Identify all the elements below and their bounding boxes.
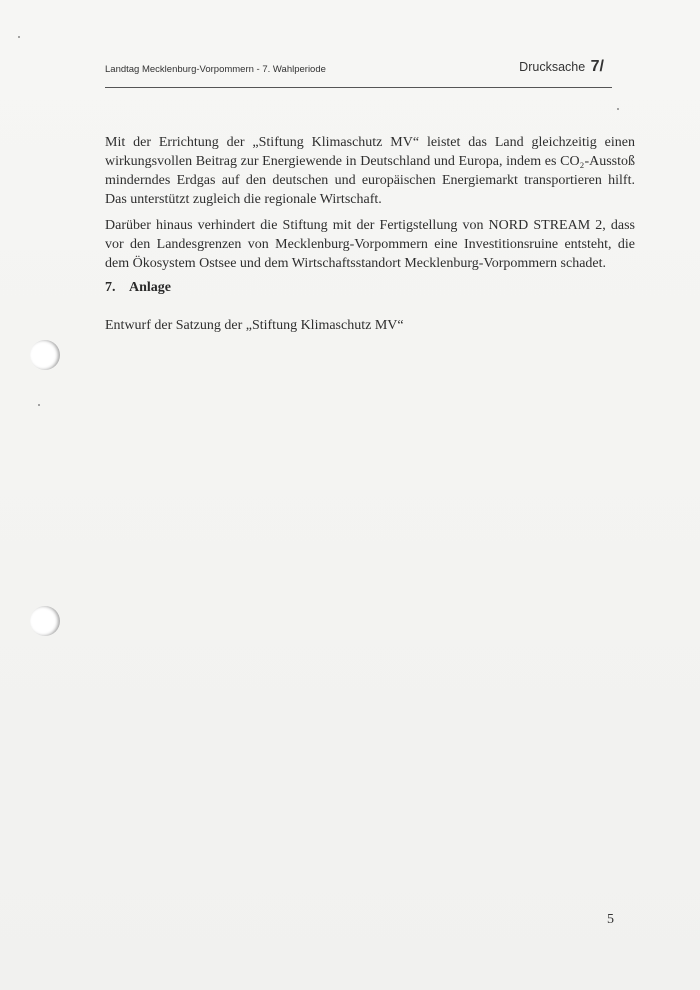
header-parliament-text: Landtag Mecklenburg-Vorpommern - 7. Wahlperiode xyxy=(105,64,326,75)
page-number: 5 xyxy=(607,912,614,927)
header-document-label xyxy=(519,58,604,76)
punch-hole-bottom xyxy=(30,606,60,636)
header-divider xyxy=(105,87,612,88)
scan-speck xyxy=(38,404,40,406)
header-drucksache-number: 7/ xyxy=(590,58,604,75)
header-drucksache-label: Drucksache xyxy=(519,60,586,74)
scan-speck xyxy=(617,108,619,110)
section-heading xyxy=(105,280,171,296)
scan-speck xyxy=(18,36,20,38)
paragraph-climate-foundation: Mit der Errichtung der „Stiftung Klimaschutz MV“ leistet das Land gleichzeitig einen wirkungsvollen Beitrag zur Energiewende in Deutschland und Europa, indem es CO₂-Ausstoß minderndes Erdgas auf den deutschen und europäischen Energiemarkt transportieren hilft. Das unterstützt zugleich die regionale Wirtschaft. xyxy=(105,135,635,207)
annex-text: Entwurf der Satzung der „Stiftung Klimaschutz MV“ xyxy=(105,318,404,333)
punch-hole-top xyxy=(30,340,60,370)
paragraph-nord-stream: Darüber hinaus verhindert die Stiftung mit der Fertigstellung von NORD STREAM 2, dass vor den Landesgrenzen von Mecklenburg-Vorpommern eine Investitionsruine entsteht, die dem Ökosystem Ostsee und dem Wirtschaftsstandort Mecklenburg-Vorpommern schadet. xyxy=(105,218,635,271)
section-title: Anlage xyxy=(129,280,171,295)
page-header xyxy=(105,58,612,86)
section-number: 7. xyxy=(105,280,116,295)
